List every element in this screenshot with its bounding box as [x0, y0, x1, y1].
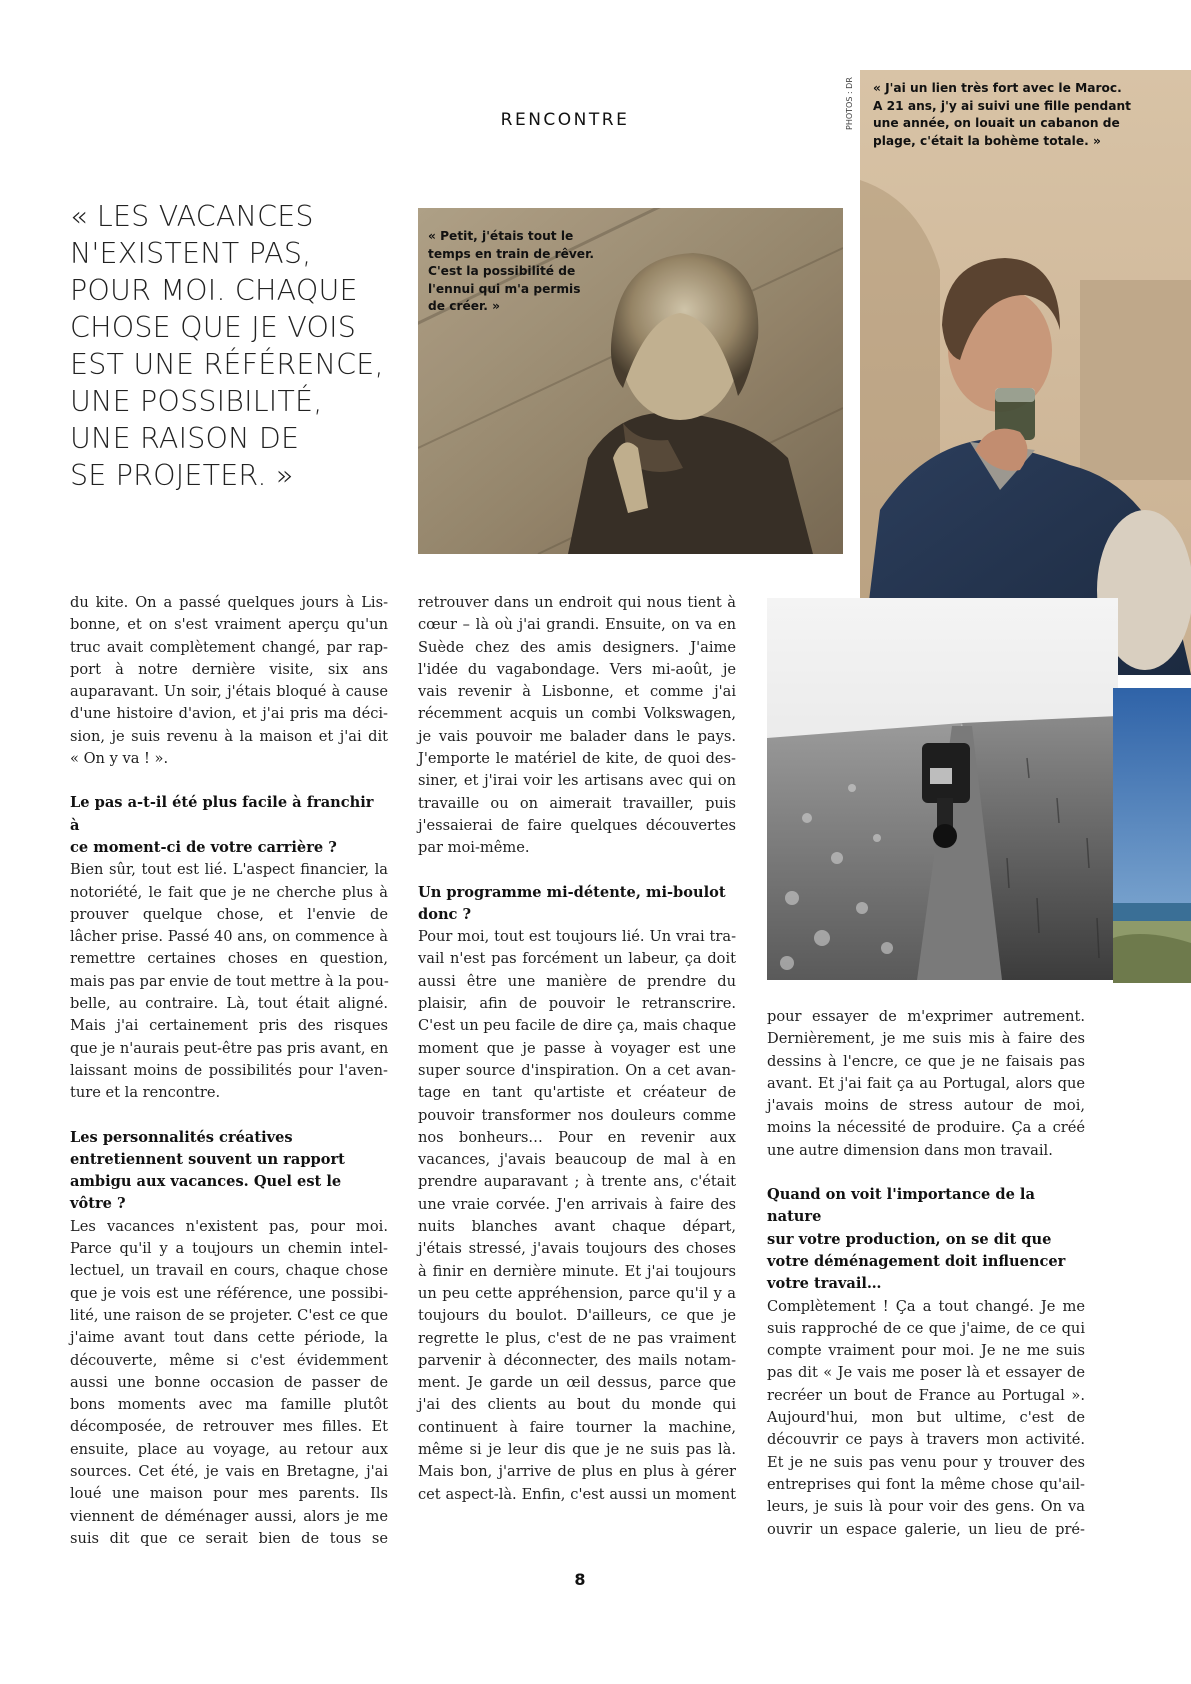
text-column-2	[418, 592, 736, 1506]
text-line: récemment acquis un combi Volkswagen,	[418, 705, 736, 723]
text-line: Parce qu'il y a toujours un chemin intel-	[70, 1240, 388, 1258]
text-line: A 21 ans, j'y ai suivi une fille pendant	[873, 98, 1131, 113]
paragraph	[70, 1216, 388, 1550]
text-line: Suède chez des amis designers. J'aime	[418, 638, 736, 656]
photo-morocco-portrait	[860, 70, 1191, 675]
text-line: suis dit que ce serait bien de tous se	[70, 1529, 388, 1547]
text-line: donc ?	[418, 905, 472, 923]
text-line: notoriété, le fait que je ne cherche plus à	[70, 883, 388, 901]
photo-credit: PHOTOS : DR	[845, 77, 854, 130]
text-line: de créer. »	[428, 299, 501, 314]
text-line: ensuite, place au voyage, au retour aux	[70, 1440, 388, 1458]
text-line: super source d'inspiration. On a cet avan-	[418, 1061, 736, 1079]
text-line: nuits blanches avant chaque départ,	[418, 1218, 736, 1236]
text-line: l'idée du vagabondage. Vers mi-août, je	[418, 660, 736, 678]
photo-sea-edge	[1113, 688, 1191, 983]
text-column-1	[70, 592, 388, 1550]
interview-question	[70, 792, 388, 859]
text-line: compte vraiment pour moi. Je ne me suis	[767, 1342, 1085, 1360]
text-line: EST UNE RÉFÉRENCE,	[70, 348, 384, 381]
text-line: temps en train de rêver.	[428, 246, 594, 261]
text-line: lâcher prise. Passé 40 ans, on commence à	[70, 928, 388, 946]
text-line: plaisir, afin de pouvoir le retranscrire.	[418, 995, 736, 1013]
page-number: 8	[574, 1570, 586, 1589]
text-line: auparavant. Un soir, j'étais bloqué à cause	[70, 683, 388, 701]
portrait-photo-caption	[873, 80, 1173, 150]
field-photo-illustration	[767, 598, 1118, 980]
text-line: POUR MOI. CHAQUE	[70, 274, 358, 307]
text-line: suis rapproché de ce que j'aime, de ce qui	[767, 1319, 1085, 1337]
text-line: lectuel, un travail en cours, chaque chose	[70, 1262, 388, 1280]
text-line: nos bonheurs… Pour en revenir aux	[418, 1128, 736, 1146]
portrait-photo-illustration	[860, 70, 1191, 675]
text-line: j'étais stressé, j'avais toujours des choses	[418, 1240, 736, 1258]
text-line: ture et la rencontre.	[70, 1084, 221, 1102]
text-line: votre déménagement doit influencer	[767, 1252, 1066, 1270]
text-line: loué une maison pour mes parents. Ils	[70, 1485, 388, 1503]
text-line: vais revenir à Lisbonne, et comme j'ai	[418, 683, 736, 701]
text-line: du kite. On a passé quelques jours à Lis-	[70, 594, 388, 611]
text-line: C'est la possibilité de	[428, 264, 576, 279]
text-line: d'une histoire d'avion, et j'ai pris ma déci-	[70, 705, 388, 723]
text-line: Pour moi, tout est toujours lié. Un vrai tra-	[418, 928, 736, 946]
text-line: remettre certaines choses en question,	[70, 950, 388, 968]
text-line: Dernièrement, je me suis mis à faire des	[767, 1030, 1085, 1048]
text-line: sources. Cet été, je vais en Bretagne, j'ai	[70, 1462, 388, 1480]
interview-question	[418, 882, 736, 927]
text-line: retrouver dans un endroit qui nous tient à	[418, 594, 736, 611]
text-line: bons moments avec ma famille plutôt	[70, 1396, 388, 1414]
text-line: moins la nécessité de produire. Ça a créé	[767, 1119, 1085, 1137]
text-line: moment que je passe à voyager est une	[418, 1039, 736, 1057]
text-line: découverte, même si c'est évidemment	[70, 1351, 388, 1369]
text-line: sion, je suis revenu à la maison et j'ai dit	[70, 727, 388, 745]
text-line: ambigu aux vacances. Quel est le vôtre ?	[70, 1173, 342, 1213]
text-line: siner, et j'irai voir les artisans avec qui on	[418, 772, 736, 790]
text-line: pouvoir transformer nos douleurs comme	[418, 1106, 736, 1124]
text-line: SE PROJETER. »	[70, 459, 294, 492]
text-line: leurs, je suis là pour voir des gens. On va	[767, 1498, 1085, 1516]
text-line: prouver quelque chose, et l'envie de	[70, 905, 388, 923]
text-line: Les personnalités créatives	[70, 1128, 293, 1146]
pull-quote	[70, 198, 410, 494]
text-line: entretiennent souvent un rapport	[70, 1150, 345, 1168]
text-line: vail n'est pas forcément un labeur, ça doit	[418, 950, 736, 968]
text-line: « LES VACANCES	[70, 200, 314, 233]
text-line: toujours du boulot. D'ailleurs, ce que je	[418, 1307, 736, 1325]
text-line: viennent de déménager aussi, alors je me	[70, 1507, 388, 1525]
text-line: regrette le plus, c'est de ne pas vraiment	[418, 1329, 736, 1347]
text-line: « J'ai un lien très fort avec le Maroc.	[873, 81, 1122, 95]
text-line: Un programme mi-détente, mi-boulot	[418, 883, 726, 901]
text-line: Bien sûr, tout est lié. L'aspect financier, la	[70, 861, 388, 879]
text-line: que je vois est une référence, une possibi-	[70, 1284, 388, 1302]
text-line: décomposée, de retrouver mes filles. Et	[70, 1418, 388, 1436]
sea-photo-illustration	[1113, 688, 1191, 983]
child-photo-caption	[428, 228, 618, 316]
text-line: j'avais moins de stress autour de moi,	[767, 1097, 1085, 1115]
text-line: « Petit, j'étais tout le	[428, 229, 574, 243]
text-line: une vraie corvée. J'en arrivais à faire des	[418, 1195, 736, 1213]
text-line: laissant moins de possibilités pour l'aven-	[70, 1061, 388, 1079]
interview-question	[70, 1127, 388, 1216]
text-line: Aujourd'hui, mon but ultime, c'est de	[767, 1409, 1085, 1427]
text-line: belle, au contraire. Là, tout était aligné.	[70, 995, 388, 1013]
text-line: pas dit « Je vais me poser là et essayer de	[767, 1364, 1085, 1382]
text-line: mais pas par envie de tout mettre à la pou-	[70, 972, 389, 990]
text-line: ment. Je garde un œil dessus, parce que	[418, 1374, 736, 1392]
text-line: j'essaierai de faire quelques découvertes	[418, 816, 736, 834]
text-line: lité, une raison de se projeter. C'est ce que	[70, 1306, 388, 1324]
text-line: N'EXISTENT PAS,	[70, 237, 312, 270]
text-line: Mais bon, j'arrive de plus en plus à gérer	[418, 1463, 736, 1481]
section-rubric: RENCONTRE	[500, 110, 630, 130]
text-line: votre travail…	[767, 1275, 882, 1293]
text-line: parvenir à déconnecter, des mails notam-	[418, 1351, 736, 1369]
paragraph	[70, 859, 388, 1104]
text-line: continuent à faire tourner la machine,	[418, 1418, 736, 1436]
photo-motorcycle-field	[767, 598, 1118, 980]
text-column-3	[767, 1006, 1085, 1541]
text-line: Mais j'ai certainement pris des risques	[70, 1017, 388, 1035]
text-line: recréer un bout de France au Portugal ».	[767, 1386, 1085, 1404]
text-line: que je n'aurais peut-être pas pris avant, en	[70, 1039, 389, 1057]
text-line: UNE POSSIBILITÉ,	[70, 385, 323, 418]
text-line: cet aspect-là. Enfin, c'est aussi un moment	[418, 1485, 736, 1503]
text-line: j'ai des clients au bout du monde qui	[418, 1396, 736, 1414]
text-line: même si je leur dis que je ne suis pas là.	[418, 1440, 736, 1458]
text-line: Et je ne suis pas venu pour y trouver des	[767, 1453, 1085, 1471]
text-line: dessins à l'encre, ce que je ne faisais pas	[767, 1052, 1085, 1070]
photo-child-sepia	[418, 208, 843, 554]
text-line: ce moment-ci de votre carrière ?	[70, 838, 337, 856]
interview-question	[767, 1184, 1085, 1295]
paragraph	[767, 1006, 1085, 1162]
text-line: « On y va ! ».	[70, 750, 169, 768]
text-line: travaille ou on aimerait travailler, puis	[418, 794, 736, 812]
paragraph	[70, 592, 388, 770]
text-line: UNE RAISON DE	[70, 422, 300, 455]
text-line: Le pas a-t-il été plus facile à franchir à	[70, 794, 374, 834]
text-line: aussi être une manière de prendre du	[418, 972, 736, 990]
text-line: cœur – là où j'ai grandi. Ensuite, on va en	[418, 616, 736, 634]
text-line: port à notre dernière visite, six ans	[70, 660, 388, 678]
text-line: une année, on louait un cabanon de	[873, 116, 1120, 131]
text-line: vacances, j'avais beaucoup de mal à en	[418, 1151, 736, 1169]
text-line: avant. Et j'ai fait ça au Portugal, alors que	[767, 1074, 1085, 1092]
text-line: Les vacances n'existent pas, pour moi.	[70, 1217, 388, 1235]
text-line: entreprises qui font la même chose qu'ail-	[767, 1475, 1085, 1493]
text-line: j'aime avant tout dans cette période, la	[70, 1329, 388, 1347]
text-line: aussi une bonne occasion de passer de	[70, 1373, 388, 1391]
text-line: l'ennui qui m'a permis	[428, 281, 581, 296]
text-line: découvrir ce pays à travers mon activité.	[767, 1431, 1085, 1449]
text-line: Quand on voit l'importance de la nature	[767, 1186, 1035, 1226]
text-line: bonne, et on s'est vraiment aperçu qu'un	[70, 616, 388, 634]
text-line: plage, c'était la bohème totale. »	[873, 133, 1101, 148]
paragraph	[767, 1296, 1085, 1541]
text-line: J'emporte le matériel de kite, de quoi des-	[418, 750, 736, 768]
paragraph	[418, 926, 736, 1506]
text-line: C'est un peu facile de dire ça, mais chaque	[418, 1017, 737, 1035]
text-line: par moi-même.	[418, 839, 530, 857]
text-line: un peu cette appréhension, parce qu'il y a	[418, 1284, 736, 1302]
paragraph	[418, 592, 736, 860]
text-line: je vais pouvoir me balader dans le pays.	[418, 727, 736, 745]
text-line: une autre dimension dans mon travail.	[767, 1141, 1053, 1159]
text-line: Complètement ! Ça a tout changé. Je me	[767, 1297, 1085, 1315]
text-line: ouvrir un espace galerie, un lieu de pré-	[767, 1520, 1085, 1538]
text-line: pour essayer de m'exprimer autrement.	[767, 1008, 1085, 1025]
text-line: prendre auparavant ; à trente ans, c'était	[418, 1173, 736, 1191]
text-line: sur votre production, on se dit que	[767, 1230, 1052, 1248]
text-line: truc avait complètement changé, par rap-	[70, 638, 388, 656]
text-line: à finir en dernière minute. Et j'ai toujours	[418, 1262, 736, 1280]
text-line: CHOSE QUE JE VOIS	[70, 311, 357, 344]
text-line: tage en tant qu'artiste et créateur de	[418, 1084, 736, 1102]
